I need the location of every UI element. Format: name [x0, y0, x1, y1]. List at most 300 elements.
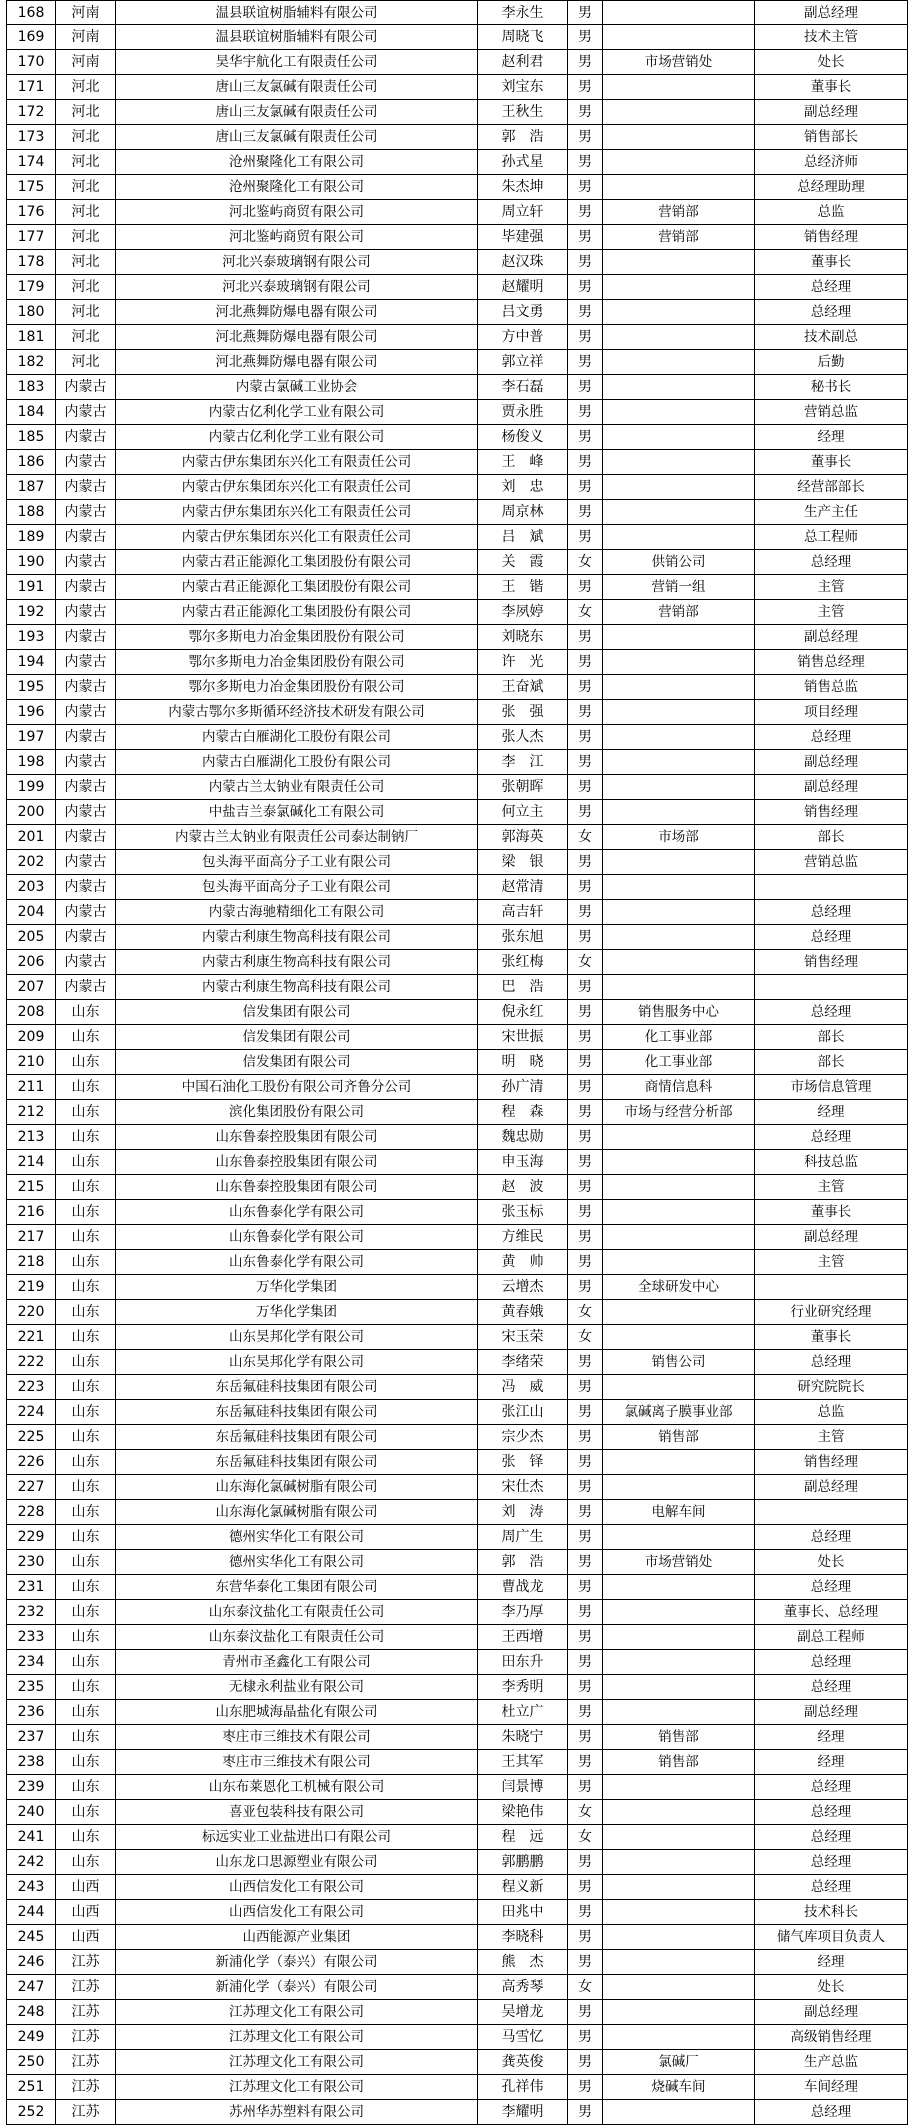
- row-number-cell: 246: [6, 1950, 56, 1974]
- row-number-cell: 242: [6, 1850, 56, 1874]
- company-name-cell: 德州实华化工有限公司: [116, 1525, 478, 1549]
- company-name-cell: 鄂尔多斯电力冶金集团股份有限公司: [116, 625, 478, 649]
- person-name-cell: 宗少杰: [478, 1425, 568, 1449]
- table-row: [6, 50, 908, 75]
- person-name-cell: 吴增龙: [478, 2000, 568, 2024]
- position-cell: 销售总经理: [755, 650, 908, 674]
- company-name-cell: 内蒙古伊东集团东兴化工有限责任公司: [116, 475, 478, 499]
- person-name-cell: 刘 涛: [478, 1500, 568, 1524]
- person-name-cell: 郭海英: [478, 825, 568, 849]
- table-row: [6, 1400, 908, 1425]
- department-cell: 销售部: [603, 1750, 755, 1774]
- position-cell: 总经理: [755, 1800, 908, 1824]
- department-cell: [603, 750, 755, 774]
- person-name-cell: 巴 浩: [478, 975, 568, 999]
- person-name-cell: 赵常清: [478, 875, 568, 899]
- gender-cell: 男: [568, 325, 603, 349]
- table-row: [6, 500, 908, 525]
- gender-cell: 男: [568, 775, 603, 799]
- person-name-cell: 王 峰: [478, 450, 568, 474]
- gender-cell: 女: [568, 1300, 603, 1324]
- province-cell: 内蒙古: [56, 450, 116, 474]
- table-row: [6, 1475, 908, 1500]
- position-cell: 销售部长: [755, 125, 908, 149]
- person-name-cell: 李 江: [478, 750, 568, 774]
- table-row: [6, 1825, 908, 1850]
- province-cell: 山东: [56, 1125, 116, 1149]
- position-cell: 副总经理: [755, 1225, 908, 1249]
- department-cell: 化工事业部: [603, 1050, 755, 1074]
- company-name-cell: 山东鲁泰控股集团有限公司: [116, 1175, 478, 1199]
- department-cell: [603, 675, 755, 699]
- department-cell: [603, 475, 755, 499]
- person-name-cell: 周立轩: [478, 200, 568, 224]
- row-number-cell: 180: [6, 300, 56, 324]
- province-cell: 河北: [56, 175, 116, 199]
- position-cell: 经理: [755, 425, 908, 449]
- person-name-cell: 李石磊: [478, 375, 568, 399]
- province-cell: 山东: [56, 1350, 116, 1374]
- row-number-cell: 168: [6, 1, 56, 25]
- company-name-cell: 河北鉴屿商贸有限公司: [116, 200, 478, 224]
- row-number-cell: 229: [6, 1525, 56, 1549]
- position-cell: 储气库项目负责人: [755, 1925, 908, 1949]
- province-cell: 江苏: [56, 2100, 116, 2124]
- table-row: [6, 1650, 908, 1675]
- company-name-cell: 河北鉴屿商贸有限公司: [116, 225, 478, 249]
- row-number-cell: 188: [6, 500, 56, 524]
- position-cell: 营销总监: [755, 850, 908, 874]
- department-cell: [603, 175, 755, 199]
- department-cell: [603, 1775, 755, 1799]
- table-row: [6, 1875, 908, 1900]
- province-cell: 内蒙古: [56, 900, 116, 924]
- row-number-cell: 177: [6, 225, 56, 249]
- table-row: [6, 950, 908, 975]
- province-cell: 内蒙古: [56, 650, 116, 674]
- gender-cell: 男: [568, 1100, 603, 1124]
- gender-cell: 男: [568, 575, 603, 599]
- position-cell: 总经理: [755, 1675, 908, 1699]
- province-cell: 内蒙古: [56, 775, 116, 799]
- table-row: [6, 800, 908, 825]
- row-number-cell: 178: [6, 250, 56, 274]
- position-cell: 经理: [755, 1725, 908, 1749]
- province-cell: 河北: [56, 250, 116, 274]
- province-cell: 山东: [56, 1275, 116, 1299]
- person-name-cell: 张 强: [478, 700, 568, 724]
- province-cell: 江苏: [56, 2000, 116, 2024]
- table-row: [6, 1950, 908, 1975]
- department-cell: 市场营销处: [603, 50, 755, 74]
- gender-cell: 男: [568, 675, 603, 699]
- department-cell: [603, 1925, 755, 1949]
- person-name-cell: 程 森: [478, 1100, 568, 1124]
- province-cell: 内蒙古: [56, 550, 116, 574]
- table-row: [6, 1000, 908, 1025]
- person-name-cell: 云增杰: [478, 1275, 568, 1299]
- table-row: [6, 1450, 908, 1475]
- person-name-cell: 周广生: [478, 1525, 568, 1549]
- province-cell: 山东: [56, 1625, 116, 1649]
- company-name-cell: 江苏理文化工有限公司: [116, 2000, 478, 2024]
- person-name-cell: 张东旭: [478, 925, 568, 949]
- person-name-cell: 明 晓: [478, 1050, 568, 1074]
- person-name-cell: 程义新: [478, 1875, 568, 1899]
- department-cell: [603, 1575, 755, 1599]
- person-name-cell: 王 锴: [478, 575, 568, 599]
- company-name-cell: 内蒙古伊东集团东兴化工有限责任公司: [116, 525, 478, 549]
- position-cell: 销售经理: [755, 1450, 908, 1474]
- province-cell: 内蒙古: [56, 400, 116, 424]
- position-cell: 生产总监: [755, 2050, 908, 2074]
- gender-cell: 男: [568, 1650, 603, 1674]
- province-cell: 山西: [56, 1900, 116, 1924]
- position-cell: 总经理: [755, 1575, 908, 1599]
- province-cell: 河北: [56, 200, 116, 224]
- department-cell: 电解车间: [603, 1500, 755, 1524]
- row-number-cell: 239: [6, 1775, 56, 1799]
- company-name-cell: 包头海平面高分子工业有限公司: [116, 875, 478, 899]
- row-number-cell: 213: [6, 1125, 56, 1149]
- row-number-cell: 171: [6, 75, 56, 99]
- table-row: [6, 575, 908, 600]
- company-name-cell: 河北燕舞防爆电器有限公司: [116, 325, 478, 349]
- table-row: [6, 625, 908, 650]
- row-number-cell: 181: [6, 325, 56, 349]
- row-number-cell: 205: [6, 925, 56, 949]
- company-name-cell: 万华化学集团: [116, 1275, 478, 1299]
- company-name-cell: 内蒙古兰太钠业有限责任公司: [116, 775, 478, 799]
- table-row: [6, 1725, 908, 1750]
- province-cell: 江苏: [56, 2050, 116, 2074]
- company-name-cell: 鄂尔多斯电力冶金集团股份有限公司: [116, 675, 478, 699]
- person-name-cell: 冯 威: [478, 1375, 568, 1399]
- position-cell: 总经理: [755, 1875, 908, 1899]
- row-number-cell: 195: [6, 675, 56, 699]
- person-name-cell: 曹战龙: [478, 1575, 568, 1599]
- row-number-cell: 222: [6, 1350, 56, 1374]
- table-row: [6, 250, 908, 275]
- province-cell: 内蒙古: [56, 875, 116, 899]
- table-row: [6, 675, 908, 700]
- department-cell: 商情信息科: [603, 1075, 755, 1099]
- position-cell: 技术科长: [755, 1900, 908, 1924]
- company-name-cell: 中盐吉兰泰氯碱化工有限公司: [116, 800, 478, 824]
- province-cell: 山东: [56, 1600, 116, 1624]
- person-name-cell: 李晓科: [478, 1925, 568, 1949]
- province-cell: 河南: [56, 50, 116, 74]
- department-cell: 市场部: [603, 825, 755, 849]
- province-cell: 河南: [56, 25, 116, 49]
- row-number-cell: 225: [6, 1425, 56, 1449]
- company-name-cell: 德州实华化工有限公司: [116, 1550, 478, 1574]
- company-name-cell: 内蒙古伊东集团东兴化工有限责任公司: [116, 450, 478, 474]
- gender-cell: 男: [568, 1350, 603, 1374]
- company-name-cell: 内蒙古兰太钠业有限责任公司泰达制钠厂: [116, 825, 478, 849]
- row-number-cell: 185: [6, 425, 56, 449]
- position-cell: 经营部部长: [755, 475, 908, 499]
- department-cell: [603, 1450, 755, 1474]
- row-number-cell: 237: [6, 1725, 56, 1749]
- department-cell: [603, 150, 755, 174]
- table-row: [6, 2025, 908, 2050]
- person-name-cell: 张红梅: [478, 950, 568, 974]
- company-name-cell: 河北燕舞防爆电器有限公司: [116, 300, 478, 324]
- row-number-cell: 227: [6, 1475, 56, 1499]
- department-cell: [603, 1525, 755, 1549]
- gender-cell: 男: [568, 1275, 603, 1299]
- department-cell: [603, 775, 755, 799]
- table-row: [6, 1125, 908, 1150]
- department-cell: [603, 1950, 755, 1974]
- position-cell: 车间经理: [755, 2075, 908, 2099]
- person-name-cell: 宋仕杰: [478, 1475, 568, 1499]
- department-cell: [603, 1825, 755, 1849]
- department-cell: [603, 1600, 755, 1624]
- table-row: [6, 925, 908, 950]
- province-cell: 内蒙古: [56, 425, 116, 449]
- department-cell: 销售部: [603, 1425, 755, 1449]
- position-cell: 总经理: [755, 1350, 908, 1374]
- table-row: [6, 1050, 908, 1075]
- gender-cell: 女: [568, 1325, 603, 1349]
- province-cell: 山东: [56, 1075, 116, 1099]
- gender-cell: 男: [568, 300, 603, 324]
- position-cell: 董事长: [755, 250, 908, 274]
- row-number-cell: 218: [6, 1250, 56, 1274]
- row-number-cell: 210: [6, 1050, 56, 1074]
- province-cell: 山东: [56, 1850, 116, 1874]
- department-cell: [603, 2000, 755, 2024]
- province-cell: 山东: [56, 1100, 116, 1124]
- gender-cell: 男: [568, 1050, 603, 1074]
- row-number-cell: 217: [6, 1225, 56, 1249]
- department-cell: 全球研发中心: [603, 1275, 755, 1299]
- department-cell: [603, 925, 755, 949]
- table-row: [6, 2000, 908, 2025]
- position-cell: 研究院院长: [755, 1375, 908, 1399]
- gender-cell: 男: [568, 1925, 603, 1949]
- province-cell: 山东: [56, 1775, 116, 1799]
- province-cell: 河北: [56, 275, 116, 299]
- company-name-cell: 河北兴泰玻璃钢有限公司: [116, 275, 478, 299]
- company-name-cell: 东岳氟硅科技集团有限公司: [116, 1400, 478, 1424]
- table-row: [6, 700, 908, 725]
- position-cell: 副总经理: [755, 1700, 908, 1724]
- department-cell: [603, 1625, 755, 1649]
- department-cell: [603, 450, 755, 474]
- person-name-cell: 郭 浩: [478, 1550, 568, 1574]
- table-row: [6, 550, 908, 575]
- position-cell: 副总经理: [755, 775, 908, 799]
- row-number-cell: 250: [6, 2050, 56, 2074]
- department-cell: 销售部: [603, 1725, 755, 1749]
- table-row: [6, 1225, 908, 1250]
- table-row: [6, 600, 908, 625]
- person-name-cell: 张 铎: [478, 1450, 568, 1474]
- company-name-cell: 山东肥城海晶盐化有限公司: [116, 1700, 478, 1724]
- position-cell: [755, 875, 908, 899]
- position-cell: 销售经理: [755, 800, 908, 824]
- gender-cell: 男: [568, 1400, 603, 1424]
- row-number-cell: 194: [6, 650, 56, 674]
- table-row: [6, 475, 908, 500]
- gender-cell: 男: [568, 750, 603, 774]
- table-row: [6, 75, 908, 100]
- gender-cell: 男: [568, 2050, 603, 2074]
- position-cell: 经理: [755, 1950, 908, 1974]
- row-number-cell: 228: [6, 1500, 56, 1524]
- position-cell: [755, 1275, 908, 1299]
- position-cell: 行业研究经理: [755, 1300, 908, 1324]
- province-cell: 山东: [56, 1525, 116, 1549]
- position-cell: 副总工程师: [755, 1625, 908, 1649]
- department-cell: [603, 100, 755, 124]
- person-name-cell: 龚英俊: [478, 2050, 568, 2074]
- row-number-cell: 201: [6, 825, 56, 849]
- person-name-cell: 李绪荣: [478, 1350, 568, 1374]
- province-cell: 山东: [56, 1800, 116, 1824]
- company-name-cell: 信发集团有限公司: [116, 1025, 478, 1049]
- table-row: [6, 525, 908, 550]
- table-row: [6, 650, 908, 675]
- row-number-cell: 243: [6, 1875, 56, 1899]
- company-name-cell: 包头海平面高分子工业有限公司: [116, 850, 478, 874]
- gender-cell: 男: [568, 500, 603, 524]
- gender-cell: 男: [568, 1425, 603, 1449]
- person-name-cell: 张朝晖: [478, 775, 568, 799]
- person-name-cell: 吕 斌: [478, 525, 568, 549]
- company-name-cell: 内蒙古利康生物高科技有限公司: [116, 950, 478, 974]
- table-row: [6, 1775, 908, 1800]
- gender-cell: 男: [568, 1875, 603, 1899]
- province-cell: 山东: [56, 1300, 116, 1324]
- person-name-cell: 贾永胜: [478, 400, 568, 424]
- department-cell: [603, 950, 755, 974]
- company-name-cell: 山东鲁泰化学有限公司: [116, 1250, 478, 1274]
- position-cell: 技术副总: [755, 325, 908, 349]
- table-row: [6, 1750, 908, 1775]
- person-name-cell: 郭立祥: [478, 350, 568, 374]
- table-row: [6, 275, 908, 300]
- table-row: [6, 1100, 908, 1125]
- province-cell: 内蒙古: [56, 700, 116, 724]
- position-cell: [755, 975, 908, 999]
- gender-cell: 男: [568, 125, 603, 149]
- province-cell: 山东: [56, 1500, 116, 1524]
- company-name-cell: 内蒙古亿利化学工业有限公司: [116, 400, 478, 424]
- department-cell: [603, 700, 755, 724]
- gender-cell: 男: [568, 625, 603, 649]
- company-name-cell: 信发集团有限公司: [116, 1000, 478, 1024]
- table-row: [6, 750, 908, 775]
- gender-cell: 男: [568, 1750, 603, 1774]
- department-cell: [603, 1325, 755, 1349]
- gender-cell: 男: [568, 650, 603, 674]
- province-cell: 山东: [56, 1725, 116, 1749]
- person-name-cell: 李秀明: [478, 1675, 568, 1699]
- person-name-cell: 许 光: [478, 650, 568, 674]
- person-name-cell: 朱杰坤: [478, 175, 568, 199]
- company-name-cell: 山东昊邦化学有限公司: [116, 1350, 478, 1374]
- company-name-cell: 沧州聚隆化工有限公司: [116, 175, 478, 199]
- department-cell: 营销部: [603, 225, 755, 249]
- table-row: [6, 775, 908, 800]
- department-cell: [603, 1475, 755, 1499]
- province-cell: 内蒙古: [56, 725, 116, 749]
- position-cell: 董事长: [755, 1200, 908, 1224]
- province-cell: 河南: [56, 1, 116, 25]
- province-cell: 山东: [56, 1150, 116, 1174]
- gender-cell: 男: [568, 1900, 603, 1924]
- person-name-cell: 周晓飞: [478, 25, 568, 49]
- row-number-cell: 169: [6, 25, 56, 49]
- position-cell: 经理: [755, 1750, 908, 1774]
- position-cell: 董事长: [755, 450, 908, 474]
- province-cell: 内蒙古: [56, 825, 116, 849]
- person-name-cell: 吕文勇: [478, 300, 568, 324]
- position-cell: 处长: [755, 1975, 908, 1999]
- province-cell: 河北: [56, 125, 116, 149]
- department-cell: [603, 875, 755, 899]
- gender-cell: 男: [568, 925, 603, 949]
- gender-cell: 男: [568, 1500, 603, 1524]
- province-cell: 河北: [56, 100, 116, 124]
- province-cell: 内蒙古: [56, 475, 116, 499]
- department-cell: [603, 1875, 755, 1899]
- position-cell: 总监: [755, 200, 908, 224]
- company-name-cell: 新浦化学（泰兴）有限公司: [116, 1950, 478, 1974]
- department-cell: [603, 725, 755, 749]
- company-name-cell: 滨化集团股份有限公司: [116, 1100, 478, 1124]
- row-number-cell: 234: [6, 1650, 56, 1674]
- gender-cell: 男: [568, 1550, 603, 1574]
- position-cell: 主管: [755, 1175, 908, 1199]
- company-name-cell: 枣庄市三维技术有限公司: [116, 1750, 478, 1774]
- position-cell: 总经理: [755, 300, 908, 324]
- province-cell: 江苏: [56, 1975, 116, 1999]
- company-name-cell: 内蒙古海驰精细化工有限公司: [116, 900, 478, 924]
- province-cell: 山东: [56, 1450, 116, 1474]
- province-cell: 内蒙古: [56, 575, 116, 599]
- position-cell: 总经理: [755, 1775, 908, 1799]
- company-name-cell: 江苏理文化工有限公司: [116, 2050, 478, 2074]
- province-cell: 山东: [56, 1400, 116, 1424]
- gender-cell: 男: [568, 475, 603, 499]
- company-name-cell: 标远实业工业盐进出口有限公司: [116, 1825, 478, 1849]
- province-cell: 山东: [56, 1675, 116, 1699]
- person-name-cell: 高吉轩: [478, 900, 568, 924]
- department-cell: [603, 1225, 755, 1249]
- person-name-cell: 李耀明: [478, 2100, 568, 2124]
- gender-cell: 男: [568, 1525, 603, 1549]
- row-number-cell: 175: [6, 175, 56, 199]
- position-cell: 总经济师: [755, 150, 908, 174]
- company-name-cell: 山西信发化工有限公司: [116, 1875, 478, 1899]
- person-name-cell: 孙式星: [478, 150, 568, 174]
- company-name-cell: 内蒙古利康生物高科技有限公司: [116, 975, 478, 999]
- row-number-cell: 238: [6, 1750, 56, 1774]
- gender-cell: 男: [568, 1125, 603, 1149]
- table-row: [6, 1300, 908, 1325]
- row-number-cell: 173: [6, 125, 56, 149]
- company-name-cell: 山东龙口思源塑业有限公司: [116, 1850, 478, 1874]
- row-number-cell: 240: [6, 1800, 56, 1824]
- table-row: [6, 100, 908, 125]
- gender-cell: 男: [568, 350, 603, 374]
- province-cell: 山东: [56, 1700, 116, 1724]
